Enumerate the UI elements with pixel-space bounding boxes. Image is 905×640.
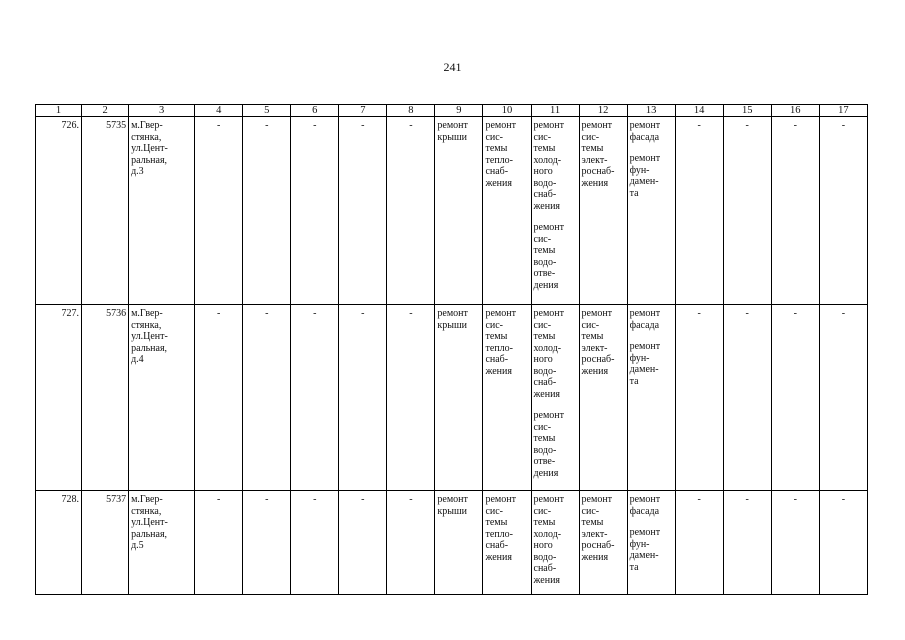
electric-repair-cell [579, 491, 627, 595]
work-item: ремонт крыши [437, 494, 468, 517]
empty-cell: - [387, 491, 435, 595]
column-header: 16 [771, 105, 819, 117]
facade-repair-cell [627, 117, 675, 305]
row-number: 726. [36, 117, 82, 305]
address-cell: м.Гвер- стянка, ул.Цент- ральная, д.5 [129, 491, 195, 595]
work-item: ремонт сис- темы тепло- снаб- жения [485, 120, 516, 189]
column-header: 15 [723, 105, 771, 117]
object-code: 5737 [82, 491, 129, 595]
column-header: 13 [627, 105, 675, 117]
empty-cell: - [291, 305, 339, 491]
heating-repair-cell [483, 305, 531, 491]
roof-repair-cell [435, 491, 483, 595]
empty-cell: - [723, 117, 771, 305]
work-item: ремонт сис- темы элект- роснаб- жения [581, 120, 615, 189]
column-number-row [36, 105, 868, 117]
empty-cell: - [771, 117, 819, 305]
column-header: 4 [195, 105, 243, 117]
empty-cell: - [387, 305, 435, 491]
empty-cell: - [291, 117, 339, 305]
empty-cell: - [339, 305, 387, 491]
work-item: ремонт сис- темы холод- ного водо- снаб- жения [533, 494, 564, 586]
heating-repair-cell [483, 491, 531, 595]
work-item: ремонт сис- темы тепло- снаб- жения [485, 308, 516, 377]
column-header: 17 [819, 105, 867, 117]
empty-cell: - [819, 305, 867, 491]
empty-cell: - [771, 305, 819, 491]
empty-cell: - [675, 117, 723, 305]
work-item: ремонт сис- темы тепло- снаб- жения [485, 494, 516, 563]
empty-cell: - [243, 491, 291, 595]
column-header: 11 [531, 105, 579, 117]
work-item: ремонт сис- темы холод- ного водо- снаб- жения [533, 120, 564, 212]
column-header: 6 [291, 105, 339, 117]
column-header: 5 [243, 105, 291, 117]
repair-register-table [35, 104, 868, 595]
work-item: ремонт крыши [437, 120, 468, 143]
empty-cell: - [723, 491, 771, 595]
empty-cell: - [195, 117, 243, 305]
empty-cell: - [819, 117, 867, 305]
column-header: 12 [579, 105, 627, 117]
work-item: ремонт сис- темы элект- роснаб- жения [581, 494, 615, 563]
column-header: 10 [483, 105, 531, 117]
work-item: ремонт фасада [629, 120, 661, 143]
facade-repair-cell [627, 305, 675, 491]
empty-cell: - [195, 305, 243, 491]
heating-repair-cell [483, 117, 531, 305]
empty-cell: - [339, 491, 387, 595]
column-header: 1 [36, 105, 82, 117]
column-header: 9 [435, 105, 483, 117]
object-code: 5735 [82, 117, 129, 305]
column-header: 7 [339, 105, 387, 117]
table-row [36, 491, 868, 595]
empty-cell: - [723, 305, 771, 491]
water-repair-cell [531, 491, 579, 595]
empty-cell: - [387, 117, 435, 305]
row-number: 728. [36, 491, 82, 595]
work-item: ремонт сис- темы водо- отве- дения [533, 222, 564, 291]
table-row [36, 305, 868, 491]
work-item: ремонт фун- дамен- та [629, 527, 661, 573]
column-header: 2 [82, 105, 129, 117]
empty-cell: - [195, 491, 243, 595]
electric-repair-cell [579, 117, 627, 305]
empty-cell: - [243, 305, 291, 491]
table-body [36, 117, 868, 595]
work-item: ремонт сис- темы холод- ного водо- снаб- жения [533, 308, 564, 400]
work-item: ремонт крыши [437, 308, 468, 331]
empty-cell: - [819, 491, 867, 595]
object-code: 5736 [82, 305, 129, 491]
empty-cell: - [675, 491, 723, 595]
empty-cell: - [243, 117, 291, 305]
work-item: ремонт фун- дамен- та [629, 341, 661, 387]
water-repair-cell [531, 305, 579, 491]
row-number: 727. [36, 305, 82, 491]
work-item: ремонт сис- темы водо- отве- дения [533, 410, 564, 479]
address-cell: м.Гвер- стянка, ул.Цент- ральная, д.4 [129, 305, 195, 491]
empty-cell: - [675, 305, 723, 491]
water-repair-cell [531, 117, 579, 305]
column-header: 8 [387, 105, 435, 117]
column-header: 3 [129, 105, 195, 117]
work-item: ремонт фасада [629, 494, 661, 517]
empty-cell: - [771, 491, 819, 595]
work-item: ремонт сис- темы элект- роснаб- жения [581, 308, 615, 377]
facade-repair-cell [627, 491, 675, 595]
page-number: 241 [443, 60, 462, 74]
table-row [36, 117, 868, 305]
work-item: ремонт фун- дамен- та [629, 153, 661, 199]
electric-repair-cell [579, 305, 627, 491]
empty-cell: - [291, 491, 339, 595]
work-item: ремонт фасада [629, 308, 661, 331]
roof-repair-cell [435, 305, 483, 491]
empty-cell: - [339, 117, 387, 305]
address-cell: м.Гвер- стянка, ул.Цент- ральная, д.3 [129, 117, 195, 305]
column-header: 14 [675, 105, 723, 117]
roof-repair-cell [435, 117, 483, 305]
